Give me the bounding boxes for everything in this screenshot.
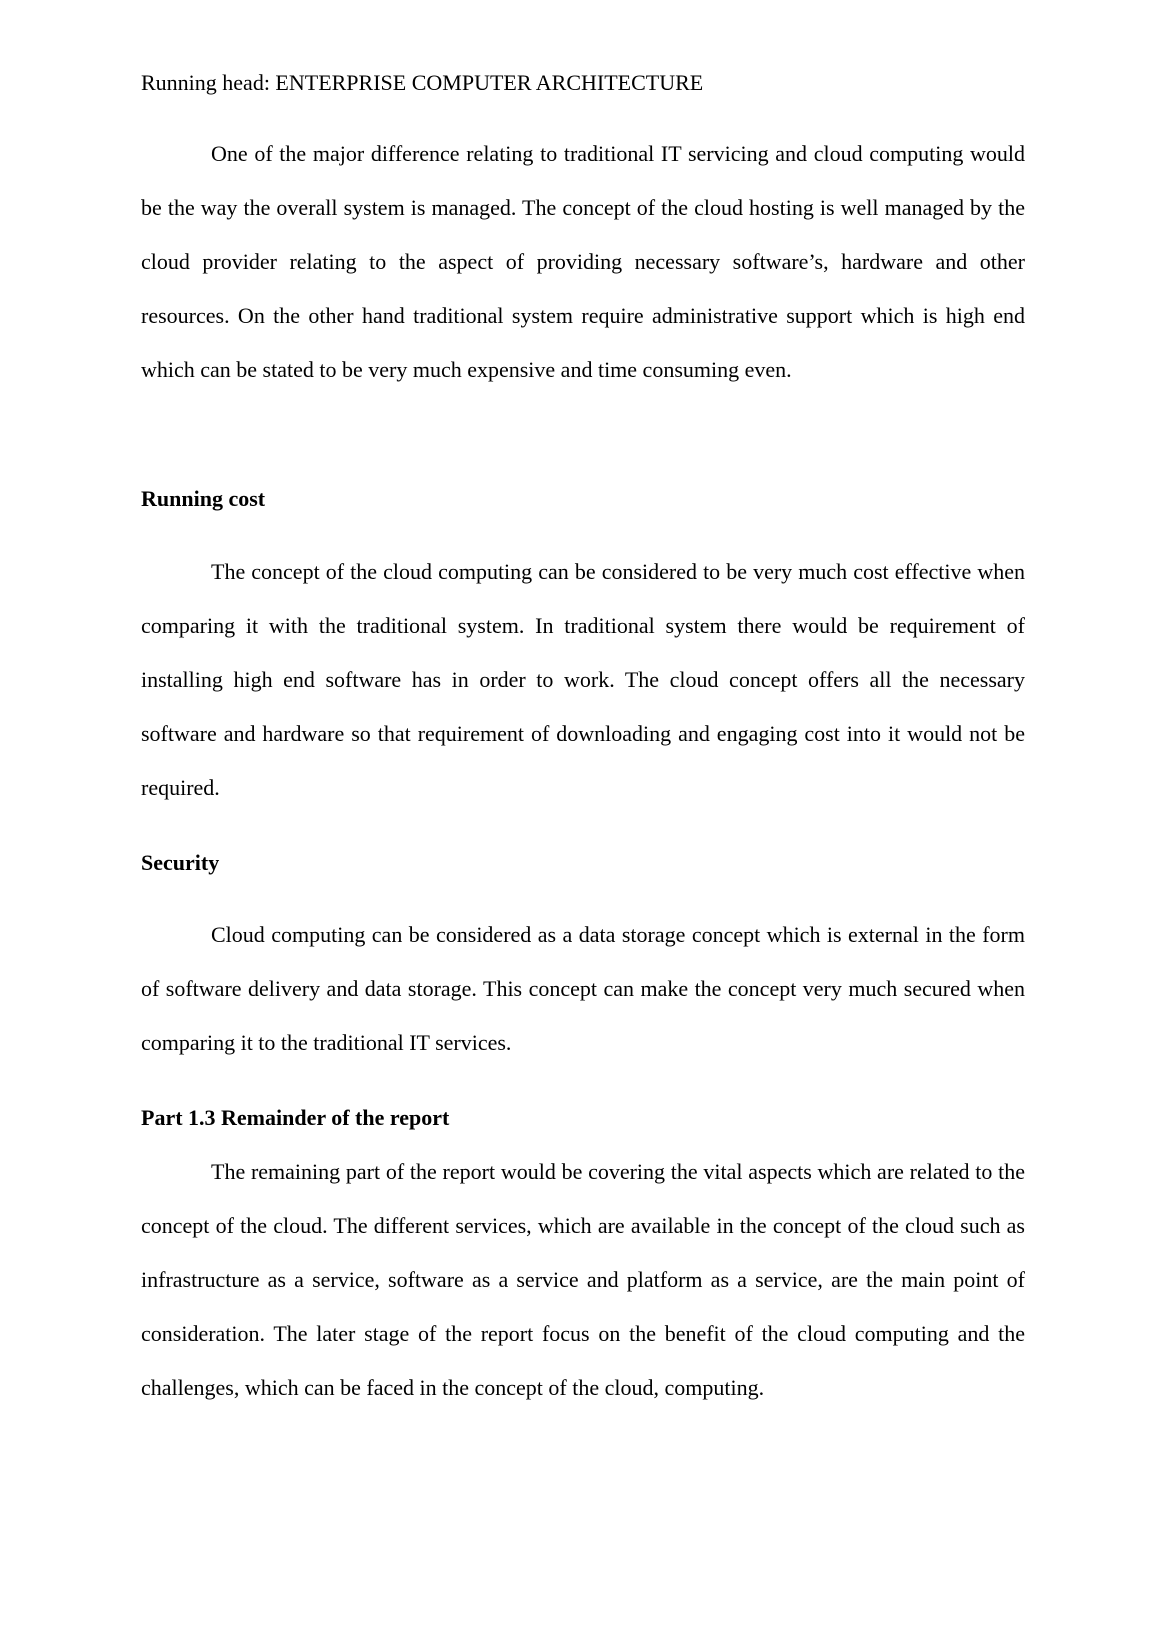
security-paragraph: Cloud computing can be considered as a data storage concept which is external in the form of software delivery and data storage. This concept can make the concept very much secured when comparing it to the traditional IT services. [141,922,1025,1055]
remainder-paragraph: The remaining part of the report would be covering the vital aspects which are related to the concept of the cloud. The different services, which are available in the concept of the cloud such as infrastructure as a service, software as a service and platform as a service, are the main point of consideration. The later stage of the report focus on the benefit of the cloud computing and the challenges, which can be faced in the concept of the cloud, computing. [141,1159,1025,1400]
running-cost-paragraph: The concept of the cloud computing can be considered to be very much cost effective when comparing it with the traditional system. In traditional system there would be requirement of installing high end software has in order to work. The cloud concept offers all the necessary software and hardware so that requirement of downloading and engaging cost into it would not be required. [141,559,1025,800]
security-heading: Security [141,850,220,875]
running-head: Running head: ENTERPRISE COMPUTER ARCHITECTURE [141,70,704,95]
running-cost-heading: Running cost [141,486,266,511]
remainder-heading: Part 1.3 Remainder of the report [141,1105,450,1130]
intro-paragraph: One of the major difference relating to traditional IT servicing and cloud computing would be the way the overall system is managed. The concept of the cloud hosting is well managed by the cloud provider relating to the aspect of providing necessary software’s, hardware and other resources. On the other hand traditional system require administrative support which is high end which can be stated to be very much expensive and time consuming even. [141,141,1025,382]
